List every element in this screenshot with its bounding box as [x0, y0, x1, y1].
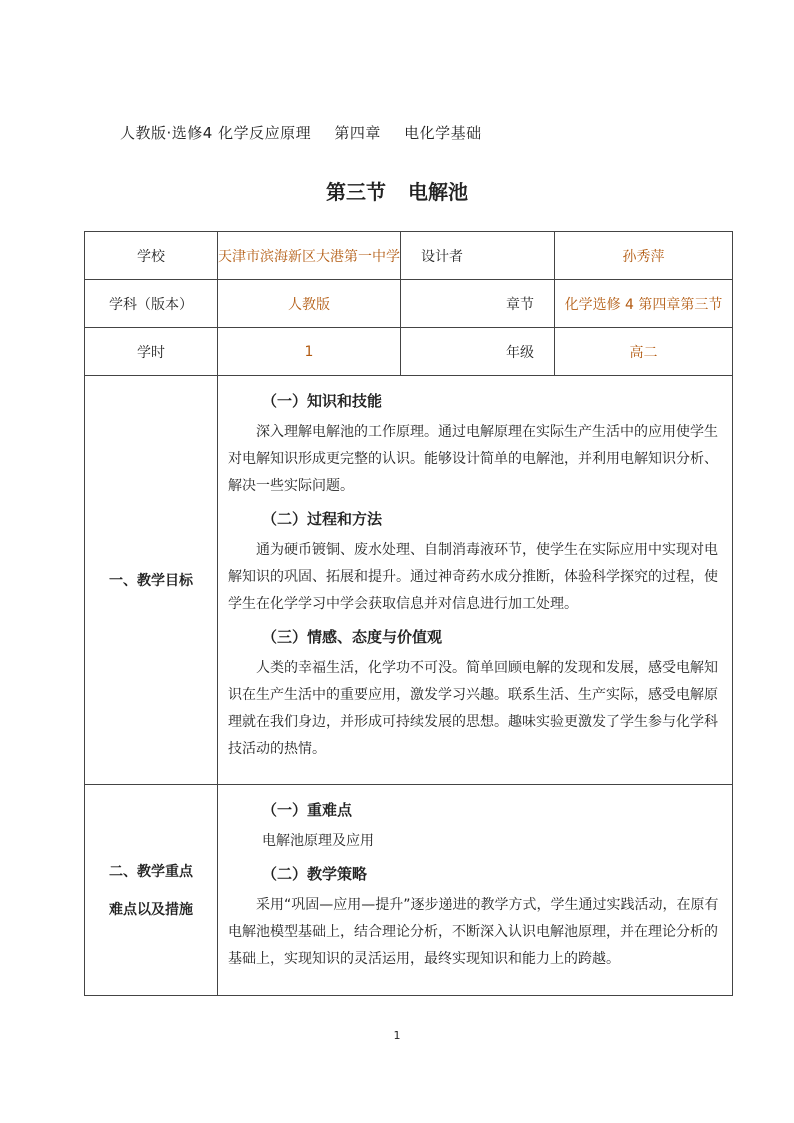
- table-row: [85, 328, 733, 376]
- key-points-title: （一）重难点: [262, 801, 353, 819]
- subject-value: 人教版: [218, 280, 401, 328]
- document-header: [120, 122, 500, 143]
- process-text: 通为硬币镀铜、废水处理、自制消毒液环节，使学生在实际应用中实现对电解知识的巩固、拓展和提升。通过神奇药水成分推断，体验科学探究的过程，使学生在化学学习中学会获取信息并对信息进行加工处理。: [228, 542, 718, 612]
- table-row: [85, 376, 733, 785]
- textbook-name: 人教版·选修4 化学反应原理: [120, 124, 312, 142]
- table-row: [85, 232, 733, 280]
- strategy-text: 采用“巩固—应用—提升”逐步递进的教学方式，学生通过实践活动，在原有电解池模型基础上，结合理论分析，不断深入认识电解池原理，并在理论分析的基础上，实现知识的灵活运用，最终实现知识和能力上的跨越。: [228, 897, 719, 967]
- knowledge-title: （一）知识和技能: [262, 392, 383, 410]
- table-row: [85, 785, 733, 996]
- table-row: [85, 280, 733, 328]
- focus-label: [85, 785, 218, 996]
- designer-label: 设计者: [401, 232, 555, 280]
- designer-value: 孙秀萍: [555, 232, 733, 280]
- values-title: （三）情感、态度与价值观: [262, 628, 443, 646]
- school-value: 天津市滨海新区大港第一中学: [218, 232, 401, 280]
- goals-content: [218, 376, 733, 785]
- focus-label-line2: 难点以及措施: [109, 902, 193, 918]
- grade-value: 高二: [555, 328, 733, 376]
- lesson-title: [0, 176, 794, 205]
- focus-content: [218, 785, 733, 996]
- grade-label: 年级: [401, 328, 555, 376]
- hours-value: 1: [218, 328, 401, 376]
- process-title: （二）过程和方法: [262, 510, 383, 528]
- key-points-text: 电解池原理及应用: [262, 833, 374, 849]
- lesson-section: 第三节: [326, 180, 386, 204]
- lesson-plan-table: [84, 231, 733, 996]
- school-label: 学校: [85, 232, 218, 280]
- page-number: 1: [393, 1029, 401, 1042]
- chapter-label: 章节: [401, 280, 555, 328]
- focus-label-line1: 二、教学重点: [109, 864, 193, 880]
- values-text: 人类的幸福生活，化学功不可没。简单回顾电解的发现和发展，感受电解知识在生产生活中的重要应用，激发学习兴趣。联系生活、生产实际，感受电解原理就在我们身边，并形成可持续发展的思想。趣味实验更激发了学生参与化学科技活动的热情。: [228, 660, 718, 757]
- goals-label: 一、教学目标: [85, 376, 218, 785]
- strategy-title: （二）教学策略: [262, 865, 368, 883]
- knowledge-text: 深入理解电解池的工作原理。通过电解原理在实际生产生活中的应用使学生对电解知识形成更完整的认识。能够设计简单的电解池，并利用电解知识分析、解决一些实际问题。: [228, 424, 718, 494]
- topic-name: 电化学基础: [404, 124, 482, 142]
- chapter-value: 化学选修 4 第四章第三节: [555, 280, 733, 328]
- hours-label: 学时: [85, 328, 218, 376]
- chapter-name: 第四章: [334, 124, 381, 142]
- lesson-name: 电解池: [408, 180, 468, 204]
- subject-label: 学科（版本）: [85, 280, 218, 328]
